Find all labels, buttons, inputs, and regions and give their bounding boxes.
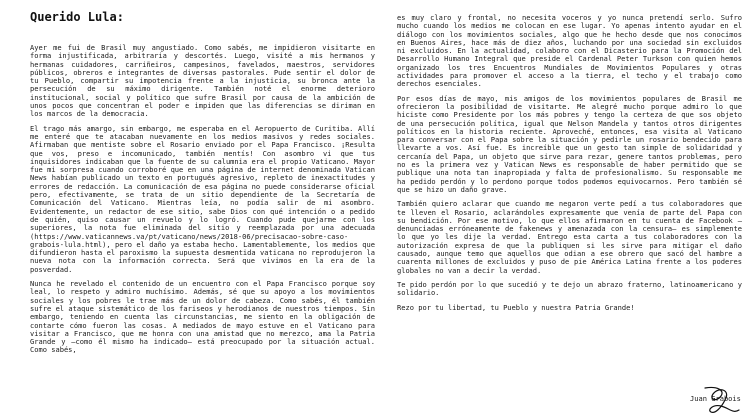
paragraph: Te pido perdón por lo que sucedió y te dejo un abrazo fraterno, latinoamericano y solidario. (397, 279, 742, 298)
greeting: Querido Lula: (30, 10, 124, 24)
paragraph: Nunca he revelado el contenido de un encuentro con el Papa Francisco porque soy leal, lo respeto y admiro muchísimo. Además, sé que su apoyo a los movimientos sociales y los pobres le trae más de un dolor de cabeza. Como sabés, él también sufre el ataque sistemático de los fariseos y herodianos de nuestros tiempos. Sin embargo, teniendo en cuenta las circunstancias, me siento en la obligación de contarte cómo fueron las cosas. A mediados de mayo estuve en el Vaticano para visitar a Francisco, que me honra con una amistad que no merezco, ama la Patria Grande y –como él mismo ha indicado– está preocupado por la situación actual. Como sabés, (30, 279, 375, 355)
paragraph: Por esos días de mayo, mis amigos de los movimientos populares de Brasil me ofrecieron la posibilidad de visitarte. Me alegré mucho porque admiro lo que hiciste como Presidente por los más pobres y tengo la certeza de que sos objeto de una persecución política, igual que Nelson Mandela y tantos otros dirigentes políticos en la historia reciente. Aproveché, entonces, esa visita al Vaticano para conversar con el Papa sobre la situación y pedirle un rosario bendecido para llevarte a vos. Así fue. Es increíble que un gesto tan simple de solidaridad y cercanía del Papa, un objeto que sirve para rezar, genere tantos problemas, pero no es la primera vez y Vatican News es responsable de haber permitido que se publique una nota tan inapropiada y falta de profesionalismo. Su responsable me ha pedido perdón y lo perdono porque todos podemos equivocarnos. Pero también sé que se hizo un daño grave. (397, 93, 742, 194)
paragraph: También quiero aclarar que cuando me negaron verte pedí a tus colaboradores que te lleven el Rosario, aclarándoles expresamente que venía de parte del Papa con su bendición. Por ese motivo, lo que ellos afirmaron en tu cuenta de Facebook –denunciadas erróneamente de fakenews y amenazada con la censura– es simplemente lo que yo les dije la verdad. Entrego esta carta a tus colaboradores con la autorización expresa de que la publiquen si les sirve para mitigar el daño causado, aunque temo que aquellos que odian a ese obrero que sacó del hambre a cuarenta millones de excluidos y puso de pie América Latina frente a los poderes globales no van a decir la verdad. (397, 199, 742, 275)
signature-name: Juan Grabois (690, 394, 741, 403)
paragraph: El trago más amargo, sin embargo, me esperaba en el Aeropuerto de Curitiba. Allí me enteré que te atacaban nuevamente en los medios masivos y redes sociales. Afirmaban que mentiste sobre el Rosario enviado por el Papa Francisco. ¡Resulta que vos, preso e incomunicado, también mentís! Con asombro vi que tus inquisidores indicaban que la fuente de su calumnia era el propio Vaticano. Mayor fue mi sorpresa cuando corroboré que en una página de internet denominada Vatican News habían publicado un texto en portugués agresivo, repleto de inexactitudes y errores de redacción. La comunicación de esa página no puede considerarse oficial pero, efectivamente, se trata de un sitio dependiente de la Secretaría de Comunicación del Vaticano. Mientras leía, no podía salir de mi asombro. Evidentemente, un redactor de ese sitio, sabe Dios con qué intención o a pedido de quién, quiso causar un revuelo y lo logró. Cuando pude quejarme con los superiores, la nota fue eliminada del sitio y reemplazada por una adecuada (https://www.vaticannews.va/pt/vaticano/news/2018-06/precisacao-sobre-caso-grabois-lula.html), pero el daño ya estaba hecho. Lamentablemente, los medios que difundieron hasta el paroxismo la supuesta desmentida vaticana no reprodujeron la nueva nota con la información correcta. Será que vivimos en la era de la posverdad. (30, 123, 375, 274)
right-column (397, 14, 742, 318)
paragraph: es muy claro y frontal, no necesita voceros y yo nunca pretendí serlo. Sufro mucho cuando los medios me colocan en ese lugar. Yo apenas intento ayudar en el diálogo con los movimientos sociales, algo que he hecho desde que nos conocimos en Buenos Aires, hace más de diez años, luchando por una sociedad sin excluidos ni excluidos. En la actualidad, colaboro con el Dicasterio para la Promoción del Desarrollo Humano Integral que preside el Cardenal Peter Turkson con quien hemos organizado los tres Encuentros Mundiales de Movimientos Populares y otras actividades para promover el acceso a la tierra, el techo y el trabajo como derechos esenciales. (397, 13, 742, 89)
paragraph: Ayer me fui de Brasil muy angustiado. Como sabés, me impidieron visitarte en forma injustificada, arbitraria y descortés. Luego, visité a mis hermanos y hermanas cuidadores, carriñeiros, campesinos, favelados, maestros, servidores públicos, obreros e integrantes de diversas pastorales. Pude sentir el dolor de tu Pueblo, compartir su impotencia frente a la injusticia, su bronca ante la persecución de su máximo dirigente. También noté el enorme deterioro institucional, social y político que sufre Brasil por causa de la ambición de unos pocos que concentran el poder e impiden que las diferencias se diriman en los marcos de la democracia. (30, 43, 375, 119)
handwritten-signature (695, 384, 745, 418)
paragraph: Rezo por tu libertad, tu Pueblo y nuestra Patria Grande! (397, 302, 635, 312)
left-column (30, 44, 375, 361)
